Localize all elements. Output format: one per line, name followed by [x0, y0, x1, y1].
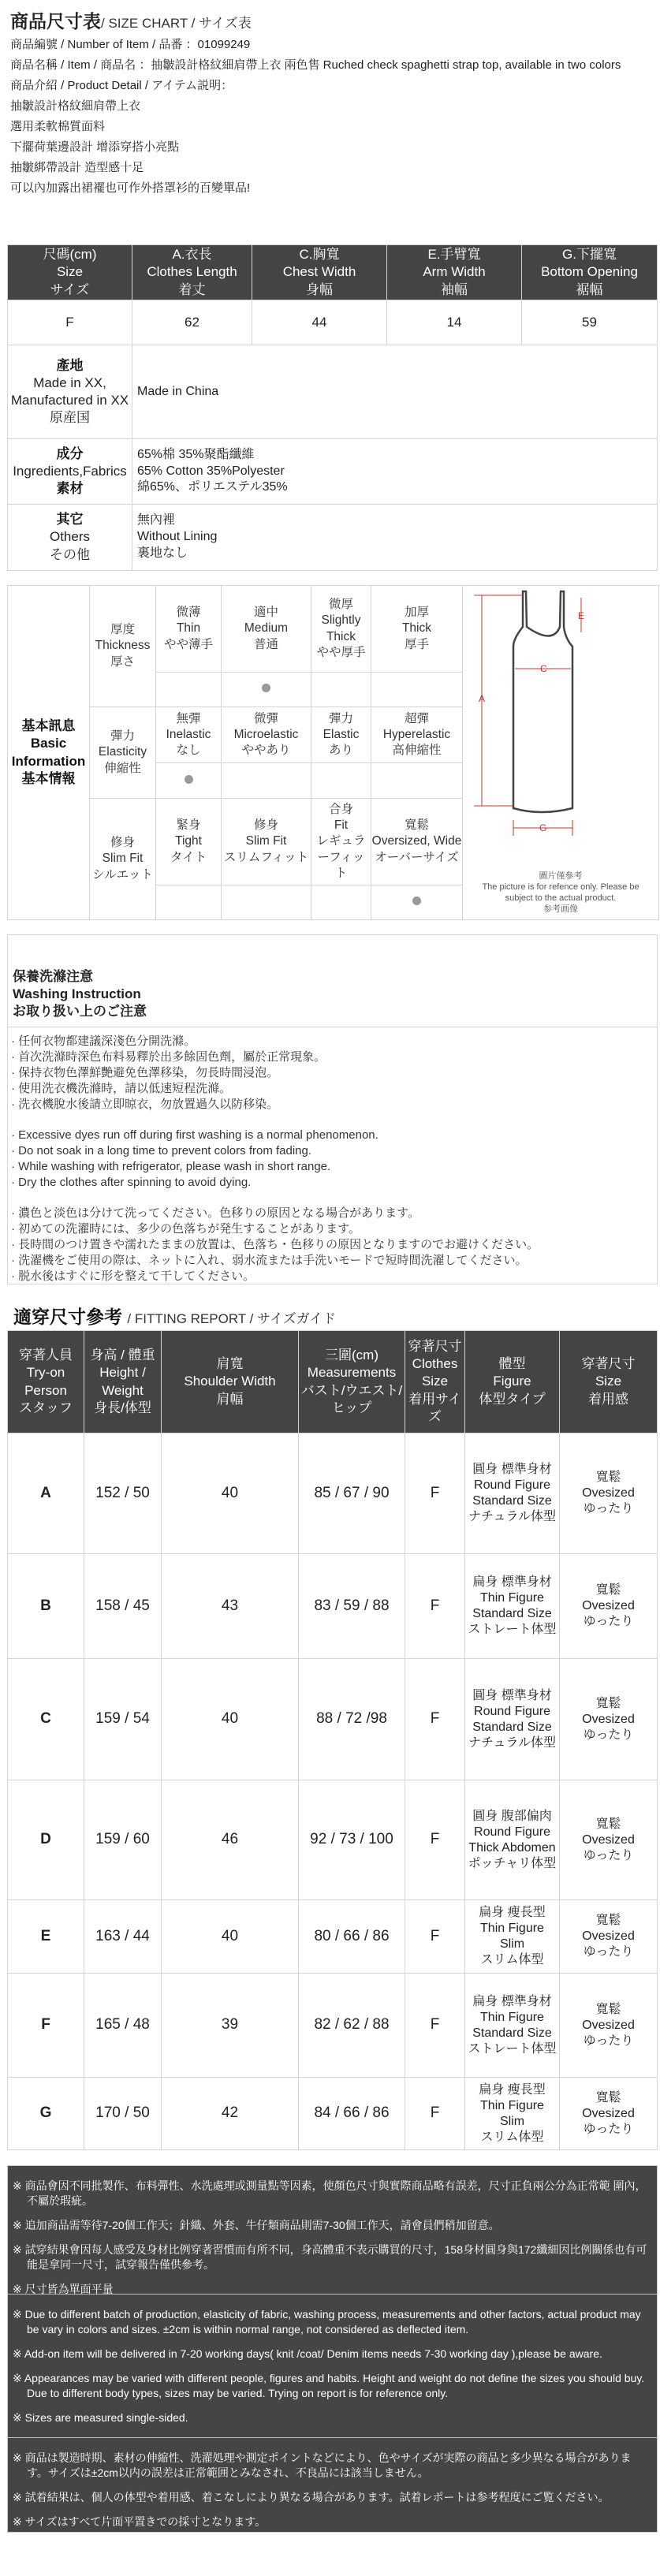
- origin-label: 產地 Made in XX, Manufactured in XX 原産国: [8, 345, 132, 439]
- header-person: 穿著人員 Try-on Person スタッフ: [8, 1331, 84, 1433]
- cell-fit-feel: 寬鬆 Ovesized ゆったり: [560, 1780, 658, 1900]
- cell-person: F: [8, 1974, 84, 2078]
- cell-person: A: [8, 1433, 84, 1554]
- thickness-option: 微厚 Slightly Thick やや厚手: [311, 586, 371, 673]
- cell-height-weight: 170 / 50: [84, 2078, 162, 2150]
- thickness-option: 微薄 Thin やや薄手: [156, 586, 222, 673]
- cell-shoulder: 40: [162, 1900, 299, 1974]
- washing-line: · 使用洗衣機洗滌時，請以低速短程洗滌。: [11, 1082, 232, 1095]
- selected-dot-icon: [262, 684, 270, 692]
- washing-line: · 濃色と淡色は分けて洗ってください。色移りの原因となる場合があります。: [11, 1206, 419, 1220]
- cell-fit-feel: 寬鬆 Ovesized ゆったり: [560, 1433, 658, 1554]
- fitting-header-row: [8, 1331, 658, 1433]
- cell-height-weight: 159 / 60: [84, 1780, 162, 1900]
- note-line: ※ 追加商品需等待7-20個工作天；針織、外套、牛仔類商品則需7-30個工作天，請會員們稍加留意。: [13, 2219, 500, 2231]
- elasticity-option: 微彈 Microelastic ややあり: [222, 707, 311, 763]
- thickness-label: 厚度 Thickness 厚さ: [90, 586, 156, 707]
- cell-measurements: 88 / 72 /98: [299, 1659, 405, 1780]
- cell-height-weight: 163 / 44: [84, 1900, 162, 1974]
- cell-height-weight: 158 / 45: [84, 1554, 162, 1659]
- cell-fit-feel: 寬鬆 Ovesized ゆったり: [560, 2078, 658, 2150]
- notes-box: [7, 2165, 658, 2533]
- cell-height-weight: 165 / 48: [84, 1974, 162, 2078]
- washing-line: · 洗濯機をご使用の際は、ネットに入れ、弱水流または手洗いモードで短時間洗濯してください。: [11, 1254, 528, 1267]
- fit-label: 修身 Slim Fit シルエット: [90, 799, 156, 920]
- washing-line: · 任何衣物都建議深淺色分開洗滌。: [11, 1035, 196, 1048]
- washing-line: · 保持衣物色澤鮮艷避免色澤移染，勿長時間浸泡。: [11, 1066, 279, 1079]
- detail-line: 可以內加露出裙襬也可作外搭罩衫的百變單品!: [10, 181, 251, 195]
- fabric-label: 成分 Ingredients,Fabrics 素材: [8, 439, 132, 505]
- fitting-row: [8, 1659, 658, 1780]
- washing-line: · Excessive dyes run off during first washing is a normal phenomenon.: [11, 1128, 378, 1142]
- detail-heading: 商品介紹 / Product Detail / アイテム説明：: [10, 79, 233, 92]
- cell-person: B: [8, 1554, 84, 1659]
- fitting-title: 適穿尺寸參考 / FITTING REPORT / サイズガイド: [13, 1307, 337, 1327]
- note-line: ※ Add-on item will be delivered in 7-20 working days( knit /coat/ Denim items needs 7-30 working day ),please be aware.: [13, 2347, 602, 2360]
- note-line: ※ 試着結果は、個人の体型や着用感、着こなしにより異なる場合があります。試着レポートは参考程度にご覧ください。: [13, 2491, 610, 2503]
- cell-shoulder: 39: [162, 1974, 299, 2078]
- washing-instructions: [7, 934, 658, 1284]
- header-clothes-size: 穿著尺寸 Clothes Size 着用サイズ: [405, 1331, 465, 1433]
- others-row: [8, 505, 658, 571]
- cell-clothes-size: F: [405, 1433, 465, 1554]
- garment-diagram-cell: [463, 586, 659, 920]
- fitting-row: [8, 1900, 658, 1974]
- header-arm: E.手臂寬 Arm Width 袖幅: [387, 245, 522, 300]
- selected-dot-icon: [412, 897, 421, 905]
- elasticity-label: 彈力 Elasticity 伸縮性: [90, 707, 156, 799]
- note-line: ※ Appearances may be varied with different people, figures and habits. Height and weight do not define the sizes you should buy. Due to different body types, sizes may be varied. Trying on report is for reference only.: [13, 2372, 645, 2399]
- cell-clothes-size: F: [405, 1659, 465, 1780]
- cell-measurements: 84 / 66 / 86: [299, 2078, 405, 2150]
- header-measurements: 三圍(cm) Measurements バスト/ウエスト/ヒップ: [299, 1331, 405, 1433]
- item-name: 商品名稱 / Item / 商品名 ：抽皺設計格紋細肩帶上衣 兩色售 Ruched check spaghetti strap top, available in two colors: [10, 58, 621, 72]
- cell-chest: 44: [252, 300, 387, 345]
- origin-row: [8, 345, 658, 439]
- cell-measurements: 80 / 66 / 86: [299, 1900, 405, 1974]
- product-intro: [10, 11, 657, 199]
- header-chest: C.胸寬 Chest Width 身幅: [252, 245, 387, 300]
- washing-line: · 洗衣機脫水後請立即晾衣，勿放置過久以防移染。: [11, 1098, 279, 1111]
- fit-option: 合身 Fit レギュラーフィット: [311, 799, 371, 885]
- basic-info-label: 基本訊息 Basic Information 基本情報: [8, 586, 90, 920]
- cell-measurements: 82 / 62 / 88: [299, 1974, 405, 2078]
- washing-line: · Do not soak in a long time to prevent colors from fading.: [11, 1144, 312, 1158]
- cell-size: F: [8, 300, 132, 345]
- others-label: 其它 Others その他: [8, 505, 132, 571]
- diagram-caption: 圖片僅參考 The picture is for refence only. Please be subject to the actual product. 参考画像: [482, 870, 639, 914]
- cell-measurements: 83 / 59 / 88: [299, 1554, 405, 1659]
- header-fit-feel: 穿著尺寸 Size 着用感: [560, 1331, 658, 1433]
- page-subtitle: / SIZE CHART / サイズ表: [101, 16, 252, 31]
- label-e: E: [578, 610, 585, 621]
- washing-heading: 保養洗滌注意 Washing Instruction お取り扱い上のご注意: [8, 935, 657, 1027]
- fit-option: 緊身 Tight タイト: [156, 799, 222, 885]
- detail-line: 抽皺綁帶設計 造型感十足: [10, 161, 144, 174]
- washing-line: · While washing with refrigerator, please wash in short range.: [11, 1160, 331, 1173]
- detail-line: 選用柔軟棉質面料: [10, 120, 106, 133]
- cell-figure: 扁身 瘦長型 Thin Figure Slim スリム体型: [465, 2078, 560, 2150]
- fitting-row: [8, 1974, 658, 2078]
- selected-dot-icon: [185, 775, 193, 784]
- detail-line: 下擺荷葉邊設計 增添穿搭小亮點: [10, 140, 180, 154]
- cell-clothes-size: F: [405, 2078, 465, 2150]
- cell-figure: 圓身 標準身材 Round Figure Standard Size ナチュラル体型: [465, 1433, 560, 1554]
- cell-fit-feel: 寬鬆 Ovesized ゆったり: [560, 1659, 658, 1780]
- elasticity-option: 無彈 Inelastic なし: [156, 707, 222, 763]
- cell-height-weight: 152 / 50: [84, 1433, 162, 1554]
- label-c: C: [540, 662, 547, 674]
- cell-person: D: [8, 1780, 84, 1900]
- cell-fit-feel: 寬鬆 Ovesized ゆったり: [560, 1554, 658, 1659]
- fitting-row: [8, 2078, 658, 2150]
- note-line: ※ 尺寸皆為單面平量: [13, 2283, 114, 2295]
- note-line: ※ 商品は製造時期、素材の伸縮性、洗濯処理や測定ポイントなどにより、色やサイズが実際の商品と多少異なる場合があります。サイズは±2cm以内の誤差は正常範囲とみなされ、不良品には該当しません。: [13, 2451, 632, 2479]
- note-line: ※ 商品會因不同批製作、布料彈性、水洗處理或測量點等因素，使顏色尺寸與實際商品略有誤差，尺寸正負兩公分為正常範 圍內，不屬於瑕疵。: [13, 2179, 647, 2207]
- cell-measurements: 92 / 73 / 100: [299, 1780, 405, 1900]
- cell-clothes-size: F: [405, 1780, 465, 1900]
- header-height-weight: 身高 / 體重 Height / Weight 身長/体型: [84, 1331, 162, 1433]
- elasticity-option: 超彈 Hyperelastic 高伸縮性: [371, 707, 463, 763]
- cell-figure: 扁身 標準身材 Thin Figure Standard Size ストレート体型: [465, 1974, 560, 2078]
- fabric-value: 65%棉 35%聚酯纖維 65% Cotton 35%Polyester 綿65%、ポリエステル35%: [132, 439, 658, 505]
- fabric-row: [8, 439, 658, 505]
- cell-person: C: [8, 1659, 84, 1780]
- cell-person: G: [8, 2078, 84, 2150]
- page-title: 商品尺寸表: [10, 11, 101, 32]
- origin-value: Made in China: [132, 345, 658, 439]
- note-line: ※ 試穿結果會因每人感受及身材比例穿著習慣而有所不同，身高體重不表示購買的尺寸，158身材圓身與172纖細因比例關係也有可能是拿同一尺寸，試穿報告僅供參考。: [13, 2243, 647, 2271]
- detail-line: 抽皺設計格紋細肩帶上衣: [10, 99, 141, 113]
- washing-line: · 長時間のつけ置きや濡れたままの放置は、色落ち・色移りの原因となりますのでお避けください。: [11, 1238, 539, 1251]
- cell-clothes-size: F: [405, 1554, 465, 1659]
- cell-measurements: 85 / 67 / 90: [299, 1433, 405, 1554]
- thickness-option: 適中 Medium 普通: [222, 586, 311, 673]
- fitting-row: [8, 1433, 658, 1554]
- cell-clothes-size: F: [405, 1974, 465, 2078]
- cell-bottom: 59: [522, 300, 658, 345]
- cell-arm: 14: [387, 300, 522, 345]
- cell-person: E: [8, 1900, 84, 1974]
- cell-figure: 扁身 標準身材 Thin Figure Standard Size ストレート体型: [465, 1554, 560, 1659]
- thickness-option: 加厚 Thick 厚手: [371, 586, 463, 673]
- cell-length: 62: [132, 300, 252, 345]
- fit-option: 寬鬆 Oversized, Wide オーバーサイズ: [371, 799, 463, 885]
- fit-option: 修身 Slim Fit スリムフィット: [222, 799, 311, 885]
- washing-line: · 初めての洗濯時には、多少の色落ちが発生することがあります。: [11, 1222, 360, 1236]
- header-length: A.衣長 Clothes Length 着丈: [132, 245, 252, 300]
- cell-shoulder: 43: [162, 1554, 299, 1659]
- cell-figure: 圓身 腹部偏肉 Round Figure Thick Abdomen ポッチャリ体型: [465, 1780, 560, 1900]
- washing-line: · Dry the clothes after spinning to avoid dying.: [11, 1176, 252, 1189]
- size-row: [8, 300, 658, 345]
- washing-line: · 脱水後はすぐに形を整えて干してください。: [11, 1269, 255, 1283]
- cell-clothes-size: F: [405, 1900, 465, 1974]
- cell-shoulder: 46: [162, 1780, 299, 1900]
- camisole-diagram: [479, 591, 639, 844]
- elasticity-option: 彈力 Elastic あり: [311, 707, 371, 763]
- header-size: 尺碼(cm) Size サイズ: [8, 245, 132, 300]
- cell-height-weight: 159 / 54: [84, 1659, 162, 1780]
- cell-shoulder: 42: [162, 2078, 299, 2150]
- cell-fit-feel: 寬鬆 Ovesized ゆったり: [560, 1900, 658, 1974]
- washing-line: · 首次洗滌時深色布料易釋於出多餘固色劑，屬於正常現象。: [11, 1050, 326, 1064]
- item-number: 商品編號 / Number of Item / 品番 ：01099249: [10, 38, 251, 51]
- note-line: ※ サイズはすべて片面平置きでの採寸となります。: [13, 2515, 267, 2528]
- cell-shoulder: 40: [162, 1659, 299, 1780]
- label-g: G: [539, 822, 547, 833]
- header-figure: 體型 Figure 体型タイプ: [465, 1331, 560, 1433]
- size-header-row: [8, 245, 658, 300]
- size-chart-table: [7, 244, 658, 571]
- basic-info-table: [7, 585, 659, 920]
- camisole-outline: [513, 591, 572, 812]
- label-a: A: [479, 692, 486, 704]
- note-line: ※ Sizes are measured single-sided.: [13, 2411, 188, 2424]
- note-line: ※ Due to different batch of production, elasticity of fabric, washing process, measurements and other factors, actual product may be vary in colors and sizes. ±2cm is within normal range, not considered as deflected item.: [13, 2308, 641, 2336]
- header-bottom: G.下擺寬 Bottom Opening 裾幅: [522, 245, 658, 300]
- fitting-row: [8, 1780, 658, 1900]
- fitting-row: [8, 1554, 658, 1659]
- header-shoulder: 肩寬 Shoulder Width 肩幅: [162, 1331, 299, 1433]
- cell-shoulder: 40: [162, 1433, 299, 1554]
- cell-figure: 扁身 瘦長型 Thin Figure Slim スリム体型: [465, 1900, 560, 1974]
- others-value: 無內裡 Without Lining 裏地なし: [132, 505, 658, 571]
- cell-figure: 圓身 標準身材 Round Figure Standard Size ナチュラル体型: [465, 1659, 560, 1780]
- cell-fit-feel: 寬鬆 Ovesized ゆったり: [560, 1974, 658, 2078]
- fitting-report-table: [7, 1330, 658, 2150]
